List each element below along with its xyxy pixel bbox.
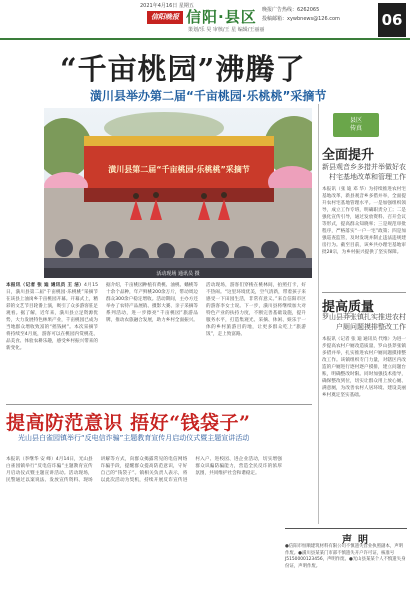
tag-line-2: 传真 [349,125,362,132]
sidebar-headline-2: 提高质量 [322,300,375,315]
sidebar-body-1: 本报讯（张 迪 邓 华）为持续推进农村宅基地改革，新县观音乡多措并举，全面提升农村宅基地管理水平。一是加强组织领导，成立工作专班，明确职责分工；二是强化宣传引导，通过发放资料、召开会议等形式，提高群众知晓率；三是规范审批程序，严格落实“一户一宅”政策；四是加强巡查监管，及时发现并制止违法违规建房行为。截至目前，该乡共办理宅基地审批28宗，为乡村振兴提供了坚实保障。 [322,187,406,255]
sidebar-divider [322,292,406,293]
stage-banner-text: 潢川县第二届“千亩桃园·乐桃桃”采摘节 [108,165,250,174]
editor-credit: 策划/乐 昊 审核/王 星 编辑/王丽丽 [188,27,265,33]
declaration-body: ●信阳市恒顺建筑材料有限公司不慎遗失营业执照副本，声明作废。●潢川县某某门市部不慎遗失开户许可证，核准号J5150000123456，声明作废。●光山县某某个人不慎遗失身份证，声明作废。 [285,544,406,569]
declaration-rule [285,528,407,529]
lead-col-2 [106,282,198,404]
bottom-headline: 提高防范意识 捂好“钱袋子” [6,412,251,434]
sidebar-body-2: 本报讯（记者 张 迪 通讯员 代维）为进一步提高农村户厕改造质量，罗山县莽张镇多措并举，扎实推进农村户厕问题摸排整改工作。该镇组织专门力量，对辖区内改造的户厕进行逐村逐户摸排，建立问题台账，明确整改时限。同时加强技术指导，确保整改到位，切实让群众用上放心厕、满意厕，为改善农村人居环境、建设美丽乡村奠定坚实基础。 [322,337,406,398]
newspaper-logo: 信阳晚报 [147,11,183,24]
lead-col-1 [6,282,98,404]
tag-line-1: 县区 [349,117,362,124]
sidebar-subhead-2: 罗山县莽张镇扎实推进农村户厕问题摸排整改工作 [322,313,406,331]
lead-subhead: 潢川县举办第二届“千亩桃园·乐桃桃”采摘节 [90,89,327,103]
lead-photo [44,108,312,278]
page-number: 06 [378,3,406,37]
bottom-divider [6,404,312,405]
submission-email: 投稿邮箱：xywbnews@126.com [262,16,340,22]
lead-col-3 [206,282,306,404]
county-fax-tag [333,113,379,137]
lead-text-2: 据介绍，千亩桃园种植有黄桃、油桃、蟠桃等十余个品种，年产鲜桃200余万斤，带动周边群众300余户稳定增收。活动期间，主办方还举办了农特产品展销、摄影大赛、亲子采摘等系列活动，进一步擦亮“千亩桃园”旅游品牌，推动农旅融合发展，助力乡村全面振兴。 [106,283,198,323]
ad-hotline: 晚报广告热线：6262065 [262,7,320,13]
photo-caption: 活动现场 通讯员 摄 [156,271,200,277]
contact-info [262,6,340,24]
lead-byline: 本报讯（记者 张 迪 通讯员 王 洁） [6,283,85,288]
bottom-subhead: 光山县白雀园镇举行“反电信诈骗”主题教育宣传月启动仪式暨主题宣讲活动 [18,434,250,442]
section-title: 信阳·县区 [186,8,257,26]
lead-text-1: 4月15日，潢川县第二届“千亩桃园·乐桃桃”采摘节在该县上油岗乡千亩桃园开幕。开幕式上，精彩的文艺节目轮番上演，吸引了众多游客驻足观看。据了解，近年来，潢川县立足资源优势，大力发展特色林果产业，千亩桃园已成为当地群众增收致富的“摇钱树”。本次采摘节将持续至4月底，游客可以在桃园内赏桃花、品美食、体验农耕乐趣，感受乡村振兴带来的新变化。 [6,283,98,351]
column-divider [318,104,319,524]
lead-body [6,282,306,404]
declaration-title: 声明 [342,535,374,546]
bottom-body: 本报讯（李继华 安 峰）4月14日，光山县白雀园镇举行“反电信诈骗”主题教育宣传月启动仪式暨主题宣讲活动。活动现场，民警通过以案说法、发放宣传资料、现场讲解等方式，向群众揭露常见的电信网络诈骗手段，提醒群众提高防范意识，守好自己的“钱袋子”。镇相关负责人表示，将以此次活动为契机，持续开展反诈宣传进村入户、进校园、进企业活动，切实增强群众识骗防骗能力，营造全民反诈的浓厚氛围，共同维护社会和谐稳定。 [6,457,282,483]
issue-date: 2021年4月16日 星期五 [140,3,194,9]
masthead [0,0,410,40]
lead-headline: “千亩桃园”沸腾了 [60,52,306,86]
sidebar-headline-1: 全面提升 [322,148,375,163]
festival-stage-photo [44,108,312,278]
sidebar-subhead-1: 新县观音乡多措并举做好农村宅基地改革和管理工作 [322,163,406,181]
lead-text-3: 活动现场，游客们穿梭在桃林间，拍照打卡，好不热闹。“这里环境优美，空气清新，带着孩子来感受一下田园生活，非常有意义。”来自信阳市区的游客李女士说。下一步，潢川县将继续加大对特色产业的扶持力度，不断完善基础设施，提升服务水平，打造集观光、采摘、休闲、娱乐于一体的乡村旅游目的地，让更多群众吃上“旅游饭”，走上致富路。 [206,283,306,337]
